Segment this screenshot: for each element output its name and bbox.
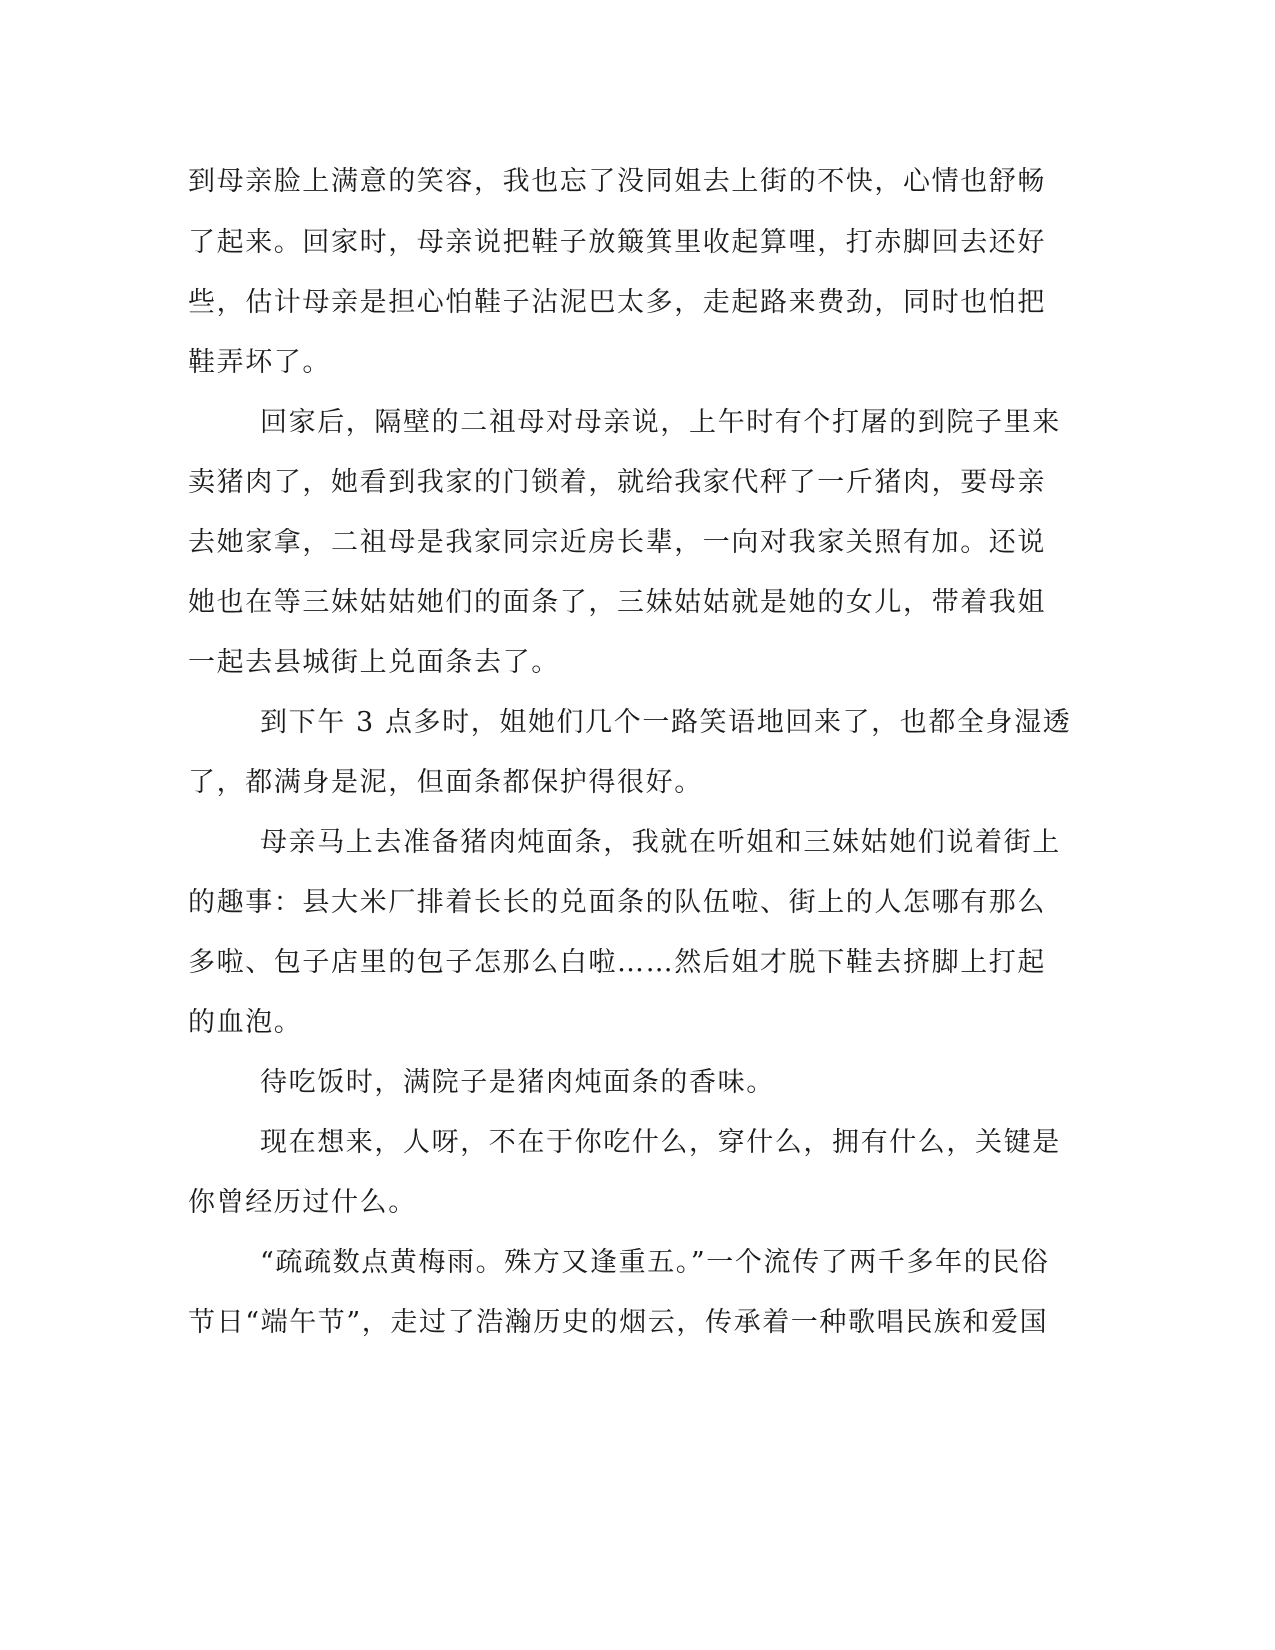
text-line-2: 了起来。回家时，母亲说把鞋子放簸箕里收起算哩，打赤脚回去还好 [188, 227, 1046, 258]
text-line-10: 到下午 3 点多时，姐她们几个一路笑语地回来了，也都全身湿透 [260, 707, 1072, 738]
text-line-11: 了，都满身是泥，但面条都保护得很好。 [188, 767, 703, 798]
text-line-8: 她也在等三妹姑姑她们的面条了，三妹姑姑就是她的女儿，带着我姐 [188, 587, 1046, 618]
text-line-16: 待吃饭时，满院子是猪肉炖面条的香味。 [260, 1067, 775, 1098]
text-line-19: “疏疏数点黄梅雨。殊方又逢重五。”一个流传了两千多年的民俗 [260, 1247, 1050, 1278]
text-line-13: 的趣事：县大米厂排着长长的兑面条的队伍啦、街上的人怎哪有那么 [188, 887, 1046, 918]
text-line-5: 回家后，隔壁的二祖母对母亲说，上午时有个打屠的到院子里来 [260, 407, 1061, 438]
text-line-9: 一起去县城街上兑面条去了。 [188, 647, 560, 678]
text-line-3: 些，估计母亲是担心怕鞋子沾泥巴太多，走起路来费劲，同时也怕把 [188, 287, 1046, 318]
text-line-6: 卖猪肉了，她看到我家的门锁着，就给我家代秤了一斤猪肉，要母亲 [188, 467, 1046, 498]
text-line-12: 母亲马上去准备猪肉炖面条，我就在听姐和三妹姑她们说着街上 [260, 827, 1061, 858]
text-line-7: 去她家拿，二祖母是我家同宗近房长辈，一向对我家关照有加。还说 [188, 527, 1046, 558]
text-line-14: 多啦、包子店里的包子怎那么白啦……然后姐才脱下鞋去挤脚上打起 [188, 947, 1046, 978]
text-line-20: 节日“端午节”，走过了浩瀚历史的烟云，传承着一种歌唱民族和爱国 [188, 1307, 1049, 1338]
text-line-18: 你曾经历过什么。 [188, 1187, 417, 1218]
text-line-4: 鞋弄坏了。 [188, 347, 331, 378]
text-line-17: 现在想来，人呀，不在于你吃什么，穿什么，拥有什么，关键是 [260, 1127, 1061, 1158]
text-line-15: 的血泡。 [188, 1007, 303, 1038]
text-line-1: 到母亲脸上满意的笑容，我也忘了没同姐去上街的不快，心情也舒畅 [188, 166, 1046, 197]
